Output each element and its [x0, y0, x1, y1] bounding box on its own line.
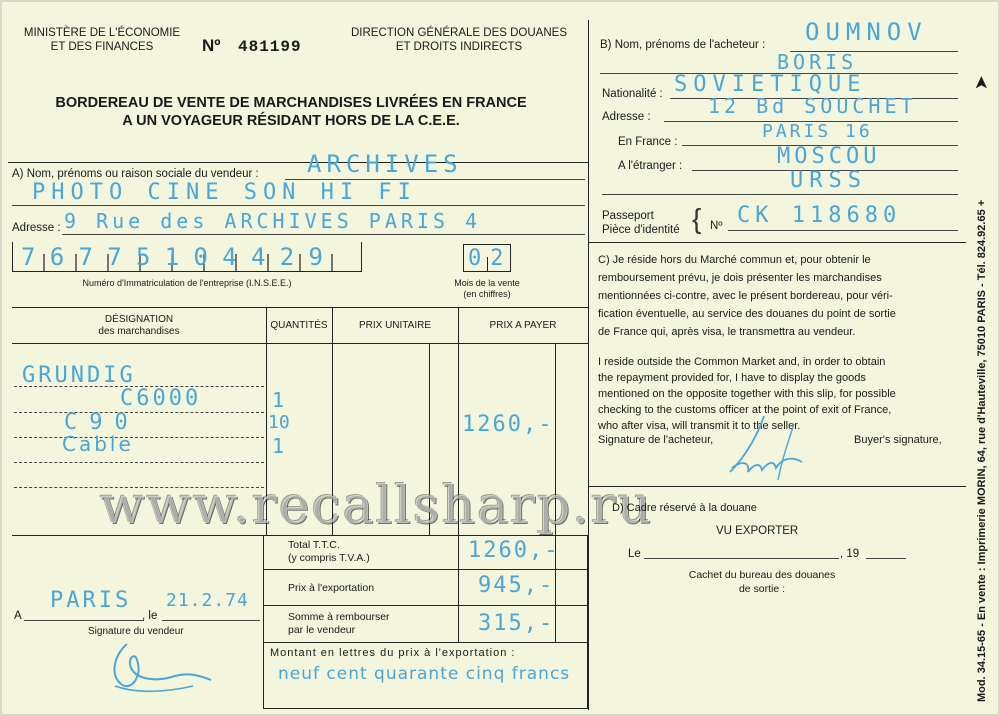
customs-date-label: Le: [628, 548, 641, 560]
decl-fr-line4: fication éventuelle, au service des douanes du point de sortie: [598, 308, 896, 320]
sale-month: 02: [468, 246, 513, 271]
form-title: [6, 95, 576, 130]
signature-date: 21.2.74: [166, 590, 249, 611]
seller-name-dotline2: [12, 205, 585, 206]
seller-name-line1: ARCHIVES: [307, 150, 463, 178]
declaration-top-rule: [588, 242, 966, 243]
refund-value: 315,-: [478, 611, 555, 636]
line-price: 1260,-: [462, 412, 554, 437]
buyer-city-abroad: MOSCOU: [777, 144, 881, 169]
decl-en-line5: who after visa, will transmit it to the seller.: [598, 420, 801, 432]
customs-year-label: , 19: [840, 548, 860, 560]
buyer-address-label: Adresse :: [602, 111, 651, 123]
decl-en-line4: checking to the customs officer at the point of exit of France,: [598, 404, 892, 416]
stamp-label-line1: Cachet du bureau des douanes: [688, 569, 836, 581]
vu-exporter-label: VU EXPORTER: [716, 525, 799, 537]
date-dotline: [162, 620, 260, 621]
direction-heading: [335, 27, 583, 55]
declaration-french: [598, 251, 896, 341]
col-prix-payer-header: PRIX A PAYER: [489, 320, 557, 331]
stamp-label-line2: de sortie :: [738, 583, 786, 596]
insee-label: Numéro d'Immatriculation de l'entreprise (I.N.S.E.E.): [82, 278, 292, 288]
month-label-line2: (en chiffres): [463, 288, 511, 299]
abroad-label: A l'étranger :: [618, 160, 683, 172]
passport-number: CK 118680: [737, 203, 902, 228]
month-box: [463, 244, 511, 272]
abroad-dotline2: [602, 194, 958, 195]
export-price-label: Prix à l'exportation: [288, 582, 375, 594]
seller-address-dotline: [62, 234, 585, 235]
seller-name-label: A) Nom, prénoms ou raison sociale du vendeur :: [12, 168, 259, 180]
buyer-name-label: B) Nom, prénoms de l'acheteur :: [600, 39, 766, 51]
seller-name-line2: PHOTO CINE SON HI FI: [32, 180, 417, 205]
decl-en-line1: I reside outside the Common Market and, in order to obtain: [598, 356, 886, 368]
buyer-address-france: PARIS 16: [762, 121, 873, 142]
arrow-icon: [970, 72, 991, 94]
decl-en-line2: the repayment provided for, I have to display the goods: [598, 372, 866, 384]
amount-words-label: Montant en lettres du prix à l'exportation :: [270, 647, 516, 659]
date-prefix: , le: [142, 610, 158, 622]
ministry-heading: [12, 27, 192, 55]
refund-label: [288, 611, 390, 636]
passport-label: [602, 210, 680, 238]
insee-number: 76775104429: [21, 243, 338, 271]
col-designation-line2: des marchandises: [98, 326, 180, 337]
item-qty: 1: [272, 434, 285, 458]
customs-stamp-label: [662, 568, 862, 596]
place-prefix: A: [14, 610, 22, 622]
passport-no-label: Nº: [710, 220, 723, 232]
amount-words-value: neuf cent quarante cinq francs: [278, 664, 571, 684]
col-prix-unitaire-header: PRIX UNITAIRE: [358, 320, 432, 331]
passport-brace: {: [692, 203, 702, 234]
title-line2: A UN VOYAGEUR RÉSIDANT HORS DE LA C.E.E.: [122, 112, 460, 129]
seller-signature: [97, 636, 227, 696]
item-designation: Cable: [62, 432, 134, 456]
customs-date-dotline: [644, 558, 839, 559]
export-price-value: 945,-: [478, 573, 555, 598]
france-label: En France :: [618, 136, 678, 148]
decl-fr-line5: de France qui, après visa, le transmettra au vendeur.: [598, 326, 856, 338]
seller-signature-label: Signature du vendeur: [88, 626, 184, 637]
col-quantites-header: QUANTITÉS: [270, 320, 328, 331]
totals-rule-1: [263, 569, 588, 570]
printer-imprint: Mod. 34.15-65 - En vente : Imprimerie MORIN, 64, rue d'Hauteville, 75010 PARIS - Tél. 824.92.65 +: [976, 199, 988, 702]
passport-dotline: [728, 230, 958, 231]
customs-year-dotline: [866, 558, 906, 559]
row-rule-3: [14, 437, 264, 438]
total-label: [288, 539, 370, 564]
seller-top-rule: [8, 162, 588, 163]
seller-address-label: Adresse :: [12, 222, 61, 234]
place-dotline: [24, 620, 144, 621]
watermark: www.recallsharp.ru: [100, 476, 654, 536]
buyer-signature: [702, 410, 812, 490]
decl-en-line3: mentioned on the opposite together with this slip, for possible: [598, 388, 896, 400]
item-designation: GRUNDIG: [22, 363, 136, 388]
col-designation-header: [12, 314, 266, 338]
signature-place: PARIS: [50, 588, 132, 613]
buyer-country-abroad: URSS: [790, 168, 867, 193]
decl-fr-line1: C) Je réside hors du Marché commun et, pour obtenir le: [598, 254, 871, 266]
month-label: [439, 278, 535, 300]
ministry-line1: MINISTÈRE DE L'ÉCONOMIE: [23, 27, 181, 39]
totals-col-rule: [458, 536, 459, 643]
nationality-label: Nationalité :: [602, 88, 663, 100]
insee-box: [12, 242, 362, 272]
direction-line2: ET DROITS INDIRECTS: [395, 40, 523, 53]
total-label-line2: (y compris T.V.A.): [288, 551, 370, 564]
customs-frame-label: D) Cadre réservé à la douane: [612, 502, 757, 514]
refund-label-line2: par le vendeur: [288, 623, 356, 636]
totals-rule-2: [263, 605, 588, 606]
col-designation-line1: DÉSIGNATION: [104, 314, 174, 325]
total-value: 1260,-: [468, 538, 560, 563]
title-line1: BORDEREAU DE VENTE DE MARCHANDISES LIVRÉES EN FRANCE: [55, 95, 527, 111]
form-number: 481199: [238, 38, 302, 56]
arrow-glyph: ➤: [970, 75, 991, 91]
direction-line1: DIRECTION GÉNÉRALE DES DOUANES: [351, 27, 567, 39]
seller-address: 9 Rue des ARCHIVES PARIS 4: [64, 209, 482, 233]
passport-label-line2: Pièce d'identité: [602, 223, 680, 236]
goods-header-rule: [12, 343, 588, 344]
month-label-line1: Mois de la vente: [454, 278, 520, 288]
refund-label-line1: Somme à rembourser: [288, 611, 390, 623]
buyer-surname: OUMNOV: [805, 18, 928, 46]
item-designation: C6000: [120, 386, 202, 411]
item-designation: C90: [64, 410, 140, 435]
item-qty: 1: [272, 388, 285, 412]
row-rule-4: [14, 462, 264, 463]
buyer-first-name: BORIS: [777, 50, 858, 74]
passport-label-line1: Passeport: [602, 210, 654, 222]
buyer-nationality: SOVIETIQUE: [674, 72, 867, 97]
decl-fr-line2: remboursement prévu, je dois présenter les marchandises: [598, 272, 882, 284]
decl-fr-line3: mentionnées ci-contre, avec le présent bordereau, pour véri-: [598, 290, 893, 302]
customs-top-rule: [588, 486, 966, 487]
item-qty: 10: [268, 412, 290, 433]
buyer-signature-label-en: Buyer's signature,: [854, 434, 942, 446]
ministry-line2: ET DES FINANCES: [50, 40, 154, 53]
form-number-label: Nº: [202, 36, 221, 55]
total-label-line1: Total T.T.C.: [288, 539, 340, 551]
buyer-address: 12 Bd SOUCHET: [708, 94, 917, 118]
center-divider: [588, 20, 589, 710]
buyer-signature-label-fr: Signature de l'acheteur,: [598, 434, 714, 446]
